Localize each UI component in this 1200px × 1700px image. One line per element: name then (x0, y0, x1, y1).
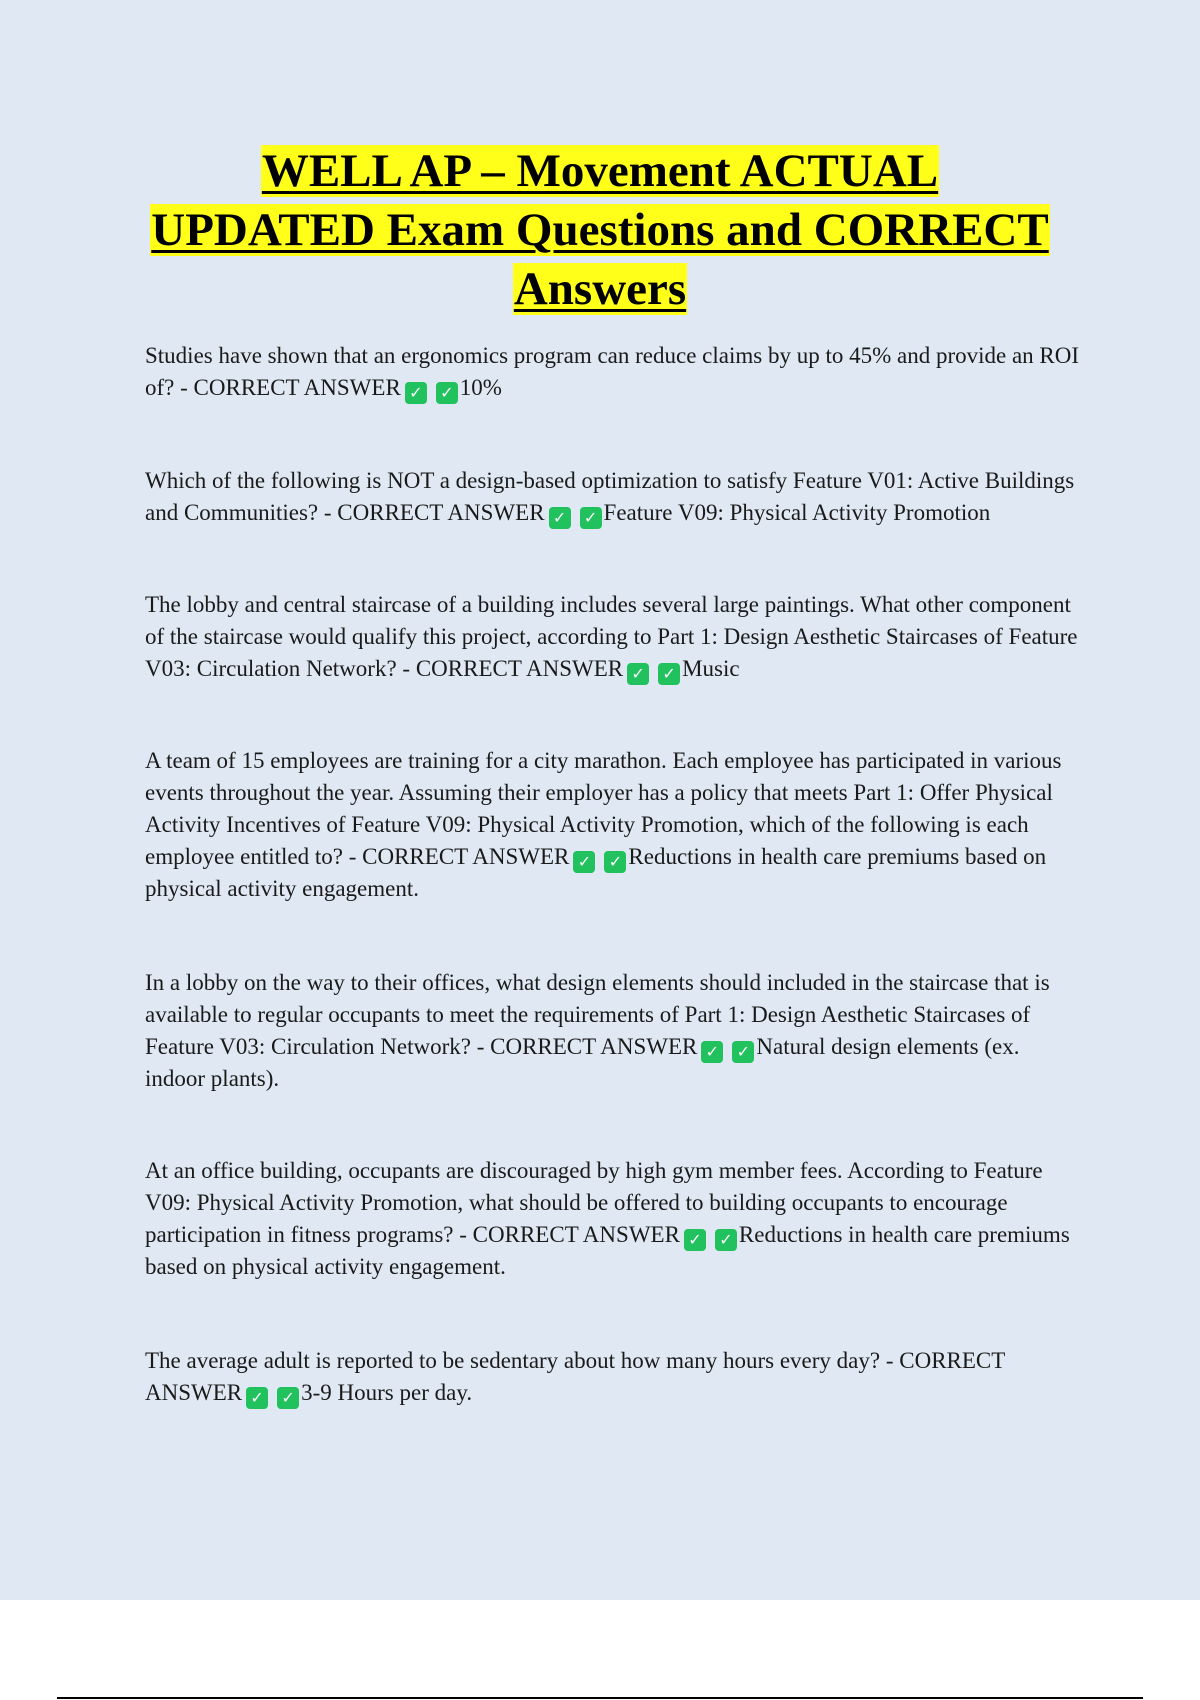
answer-label: - CORRECT ANSWER (476, 1034, 698, 1059)
check-mark-icon: ✓ (246, 1387, 268, 1409)
document-title (130, 142, 1070, 319)
qa-item (145, 1155, 1085, 1283)
check-mark-icon: ✓ (604, 851, 626, 873)
answer-text: 10% (459, 375, 502, 400)
answer-label: - CORRECT ANSWER (402, 656, 624, 681)
question-text: Which of the following is NOT a design-based optimization to satisfy Feature V01: Active Buildings and Communities? (145, 468, 1075, 525)
check-mark-icon: ✓ (436, 382, 458, 404)
question-text: Studies have shown that an ergonomics program can reduce claims by up to 45% and provide an ROI of? (145, 343, 1080, 400)
title-line: UPDATED Exam Questions and CORRECT (151, 204, 1049, 256)
answer-text: Reductions in health care premiums based on physical activity engagement. (145, 844, 1047, 901)
answer-text: Reductions in health care premiums based on physical activity engagement. (145, 1222, 1070, 1279)
question-text: The lobby and central staircase of a building includes several large paintings. What other component of the staircase would qualify this project, according to Part 1: Design Aesthetic Staircases of Feature V03: Circulation Network? (145, 592, 1078, 681)
answer-label: - CORRECT ANSWER (459, 1222, 680, 1247)
qa-item (145, 1345, 1085, 1409)
check-mark-icon: ✓ (277, 1387, 299, 1409)
check-mark-icon: ✓ (580, 507, 602, 529)
check-mark-icon: ✓ (715, 1229, 737, 1251)
check-mark-icon: ✓ (573, 851, 595, 873)
check-mark-icon: ✓ (549, 507, 571, 529)
qa-item (145, 967, 1085, 1095)
check-mark-icon: ✓ (732, 1041, 754, 1063)
answer-text: Feature V09: Physical Activity Promotion (603, 500, 991, 525)
check-mark-icon: ✓ (405, 382, 427, 404)
answer-text: Music (682, 656, 740, 681)
title-line: WELL AP – Movement ACTUAL (261, 145, 939, 197)
answer-text: 3-9 Hours per day. (301, 1380, 473, 1405)
title-line: Answers (513, 263, 687, 315)
answer-label: - CORRECT ANSWER (323, 500, 545, 525)
qa-list (145, 340, 1085, 1409)
question-text: At an office building, occupants are discouraged by high gym member fees. According to Feature V09: Physical Activity Promotion, what should be offered to building occupants to encourage participation in fitness programs? (145, 1158, 1043, 1247)
question-text: A team of 15 employees are training for a city marathon. Each employee has participated in various events throughout the year. Assuming their employer has a policy that meets Part 1: Offer Physical Activity Incentives of Feature V09: Physical Activity Promotion, which of the following is each employee entitled to? (145, 748, 1062, 869)
check-mark-icon: ✓ (684, 1229, 706, 1251)
check-mark-icon: ✓ (658, 663, 680, 685)
qa-item (145, 589, 1085, 685)
answer-label: - CORRECT ANSWER (145, 1348, 1005, 1405)
qa-item (145, 465, 1085, 529)
qa-item (145, 745, 1085, 905)
answer-label: - CORRECT ANSWER (180, 375, 401, 400)
qa-item (145, 340, 1085, 404)
question-text: The average adult is reported to be sedentary about how many hours every day? (145, 1348, 881, 1373)
answer-text: Natural design elements (ex. indoor plants). (145, 1034, 1020, 1091)
question-text: In a lobby on the way to their offices, what design elements should included in the staircase that is available to regular occupants to meet the requirements of Part 1: Design Aesthetic Staircases of Feature V03: Circulation Network? (145, 970, 1050, 1059)
footer-divider (57, 1697, 1143, 1699)
check-mark-icon: ✓ (627, 663, 649, 685)
answer-label: - CORRECT ANSWER (348, 844, 570, 869)
check-mark-icon: ✓ (701, 1041, 723, 1063)
